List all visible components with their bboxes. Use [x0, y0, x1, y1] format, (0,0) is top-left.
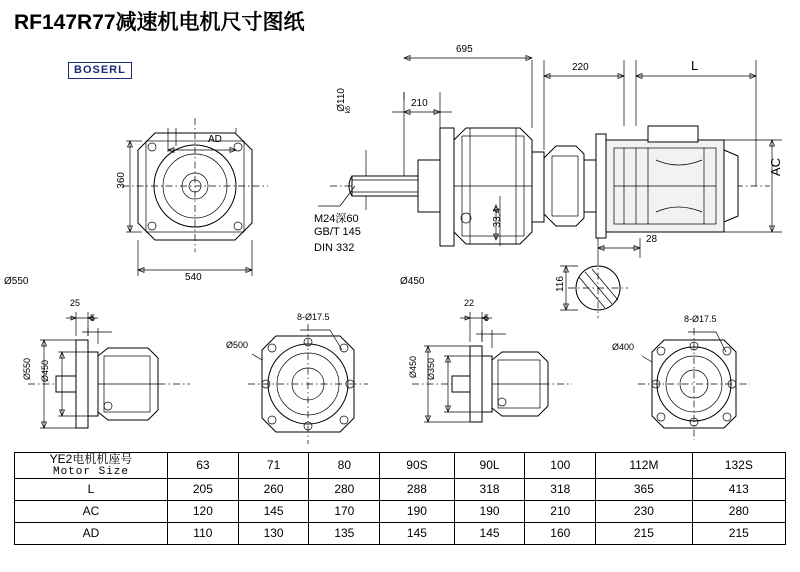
col-head-0: 63 — [168, 453, 239, 479]
motor-size-table — [14, 452, 786, 545]
cell-L-2: 280 — [309, 478, 380, 500]
view-flange-face-right — [638, 328, 750, 440]
cell-L-4: 318 — [454, 478, 525, 500]
cell-AD-5: 160 — [525, 522, 596, 544]
dim-dia-350: Ø350 — [426, 358, 436, 381]
row-label-AC: AC — [15, 500, 168, 522]
dim-22: 22 — [464, 298, 475, 308]
dim-flange-550: Ø550 — [4, 276, 29, 287]
view-flange-side-left — [28, 312, 190, 428]
cell-AC-3: 190 — [380, 500, 454, 522]
page-title: RF147R77减速机电机尺寸图纸 — [14, 11, 305, 34]
col-head-5: 100 — [525, 453, 596, 479]
cell-AD-3: 145 — [380, 522, 454, 544]
header-label-cn: YE2电机机座号 — [49, 452, 133, 466]
view-assembly-side — [318, 56, 782, 247]
row-label-AD: AD — [15, 522, 168, 544]
cell-L-5: 318 — [525, 478, 596, 500]
header-cell-label — [15, 453, 168, 479]
dim-dia-450b: Ø450 — [408, 356, 418, 379]
dim-bolt-right: 8-Ø17.5 — [684, 314, 717, 324]
cell-AC-2: 170 — [309, 500, 380, 522]
view-flange-face-left — [248, 324, 368, 444]
cell-AC-7: 280 — [692, 500, 785, 522]
cell-AD-2: 135 — [309, 522, 380, 544]
cell-AC-5: 210 — [525, 500, 596, 522]
dim-25: 25 — [70, 298, 81, 308]
note-din: DIN 332 — [314, 242, 355, 254]
table-row — [15, 478, 786, 500]
dim-360: 360 — [116, 172, 127, 189]
dim-pcd-500: Ø500 — [226, 340, 249, 350]
cell-AD-4: 145 — [454, 522, 525, 544]
row-label-L: L — [15, 478, 168, 500]
view-shaft-end-detail — [560, 238, 640, 318]
dim-116: 116 — [555, 276, 566, 292]
cell-L-3: 288 — [380, 478, 454, 500]
cell-AC-0: 120 — [168, 500, 239, 522]
cell-AC-4: 190 — [454, 500, 525, 522]
dim-pcd-400: Ø400 — [612, 342, 635, 352]
cell-L-6: 365 — [596, 478, 692, 500]
col-head-6: 112M — [596, 453, 692, 479]
cell-L-1: 260 — [238, 478, 309, 500]
cell-L-0: 205 — [168, 478, 239, 500]
col-head-4: 90L — [454, 453, 525, 479]
dim-5a: 5 — [90, 313, 96, 323]
cell-L-7: 413 — [692, 478, 785, 500]
table-row — [15, 522, 786, 544]
cell-AD-1: 130 — [238, 522, 309, 544]
dim-AD: AD — [208, 134, 222, 145]
dim-shaft-tol: k6 — [345, 106, 352, 114]
dim-5b: 5 — [484, 313, 490, 323]
dim-AC: AC — [768, 158, 783, 177]
dim-L: L — [691, 58, 699, 73]
dim-shaft-dia: Ø110 — [336, 88, 347, 112]
header-label-en: Motor Size — [52, 465, 129, 478]
col-head-1: 71 — [238, 453, 309, 479]
col-head-3: 90S — [380, 453, 454, 479]
col-head-7: 132S — [692, 453, 785, 479]
dim-28: 28 — [646, 234, 658, 245]
view-ad-end — [122, 118, 268, 276]
dim-540: 540 — [185, 272, 202, 283]
cell-AC-6: 230 — [596, 500, 692, 522]
cell-AD-6: 215 — [596, 522, 692, 544]
cell-AC-1: 145 — [238, 500, 309, 522]
dim-flange-450: Ø450 — [400, 276, 425, 287]
view-flange-side-right — [412, 312, 572, 422]
cell-AD-0: 110 — [168, 522, 239, 544]
table-row — [15, 500, 786, 522]
dim-210: 210 — [411, 98, 428, 109]
dim-220: 220 — [572, 62, 589, 73]
dim-dia-550: Ø550 — [22, 358, 32, 381]
note-gb: GB/T 145 — [314, 226, 361, 238]
note-thread: M24深60 — [314, 213, 359, 225]
dim-695: 695 — [456, 44, 473, 55]
dim-33-4: 33.4 — [492, 208, 503, 228]
table-row-header — [15, 453, 786, 479]
cell-AD-7: 215 — [692, 522, 785, 544]
dim-dia-450a: Ø450 — [40, 360, 50, 383]
brand-logo: BOSERL — [68, 62, 132, 79]
col-head-2: 80 — [309, 453, 380, 479]
dim-bolt-left: 8-Ø17.5 — [297, 312, 330, 322]
